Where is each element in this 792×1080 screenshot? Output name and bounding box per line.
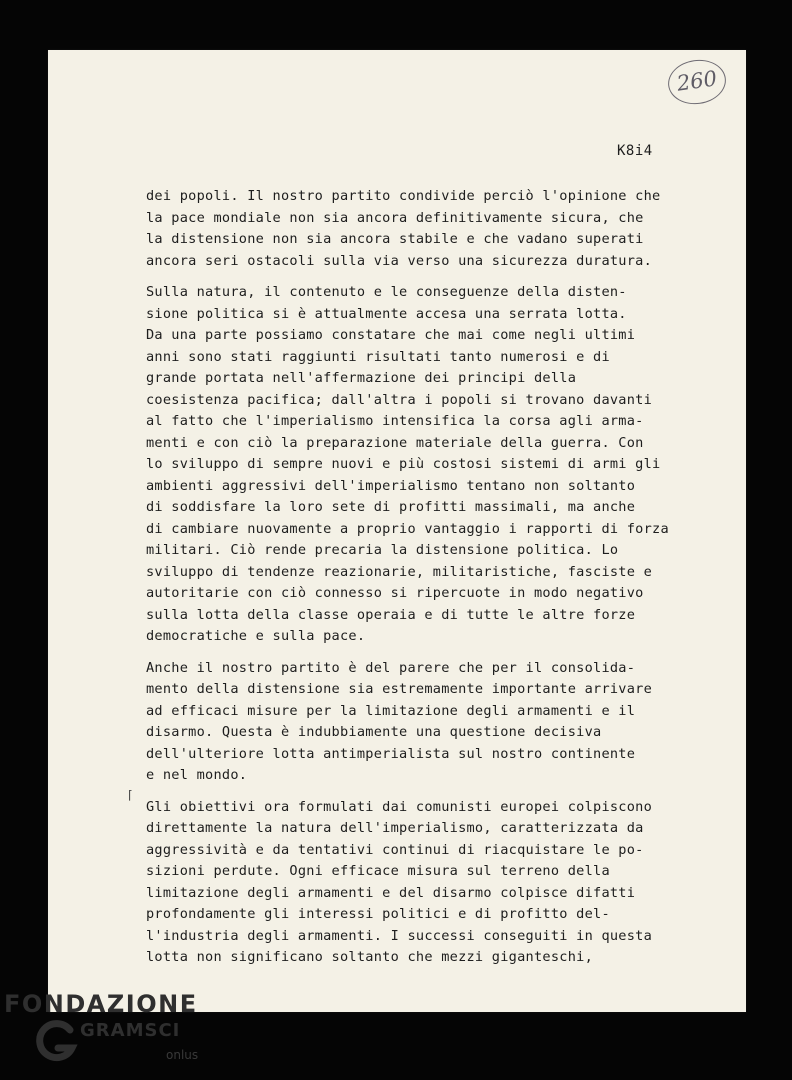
text-line: sviluppo di tendenze reazionarie, militaristiche, fasciste e [146,563,653,580]
archive-watermark [4,990,199,1062]
text-line: grande portata nell'affermazione dei principi della [146,370,577,386]
watermark-subtitle: onlus [166,1048,199,1062]
text-line: e nel mondo. [146,767,248,783]
paragraph [146,797,706,969]
watermark-line2: GRAMSCI [80,1020,181,1041]
text-line: profondamente gli interessi politici e di profitto del- [146,906,610,922]
text-line: ad efficaci misure per la limitazione degli armamenti e il [146,702,636,719]
text-line: la distensione non sia ancora stabile e che vadano superati [146,231,644,247]
watermark-g-logo-icon [34,1020,78,1064]
text-line: direttamente la natura dell'imperialismo, caratterizzata da [146,820,644,836]
text-line: aggressività e da tentativi continui di riacquistare le po- [146,841,644,858]
text-line: militari. Ciò rende precaria la distensione politica. Lo [146,542,619,558]
margin-mark-icon: ⌈ [128,788,133,802]
text-line: dell'ulteriore lotta antimperialista sul nostro continente [146,745,636,762]
text-line: al fatto che l'imperialismo intensifica la corsa agli arma- [146,413,644,429]
text-line: sione politica si è attualmente accesa una serrata lotta. [146,305,627,322]
text-line: autoritarie con ciò connesso si ripercuote in modo negativo [146,585,644,601]
paragraph [146,282,706,648]
text-line: ambienti aggressivi dell'imperialismo tentano non soltanto [146,477,636,494]
text-line: dei popoli. Il nostro partito condivide perciò l'opinione che [146,188,661,204]
text-line: menti e con ciò la preparazione materiale della guerra. Con [146,434,644,451]
text-line: disarmo. Questa è indubbiamente una questione decisiva [146,724,602,740]
text-line: democratiche e sulla pace. [146,628,366,644]
text-line: Gli obiettivi ora formulati dai comunisti europei colpiscono [146,798,653,815]
text-line: sulla lotta della classe operaia e di tutte le altre forze [146,606,636,623]
handwritten-page-number: 260 [665,56,729,108]
text-line: Sulla natura, il contenuto e le conseguenze della disten- [146,284,627,300]
text-line: limitazione degli armamenti e del disarmo colpisce difatti [146,884,636,901]
text-line: anni sono stati raggiunti risultati tanto numerosi e di [146,348,610,365]
watermark-line1: FONDAZIONE [4,990,198,1018]
text-line: lotta non significano soltanto che mezzi giganteschi, [146,949,594,965]
text-line: Da una parte possiamo constatare che mai come negli ultimi [146,327,636,343]
text-line: di soddisfare la loro sete di profitti massimali, ma anche [146,499,636,515]
watermark-row2 [34,1020,214,1070]
typewritten-body [146,186,706,979]
document-code: K8i4 [617,143,653,159]
paragraph [146,658,706,787]
text-line: l'industria degli armamenti. I successi conseguiti in questa [146,927,653,944]
text-line: di cambiare nuovamente a proprio vantaggio i rapporti di forza [146,520,669,537]
text-line: lo sviluppo di sempre nuovi e più costosi sistemi di armi gli [146,456,661,472]
text-line: ancora seri ostacoli sulla via verso una sicurezza duratura. [146,252,653,269]
text-line: mento della distensione sia estremamente importante arrivare [146,681,653,697]
text-line: sizioni perdute. Ogni efficace misura sul terreno della [146,863,610,879]
text-line: la pace mondiale non sia ancora definitivamente sicura, che [146,209,644,226]
text-line: coesistenza pacifica; dall'altra i popoli si trovano davanti [146,391,653,408]
text-line: Anche il nostro partito è del parere che per il consolida- [146,659,636,676]
paragraph [146,186,706,272]
